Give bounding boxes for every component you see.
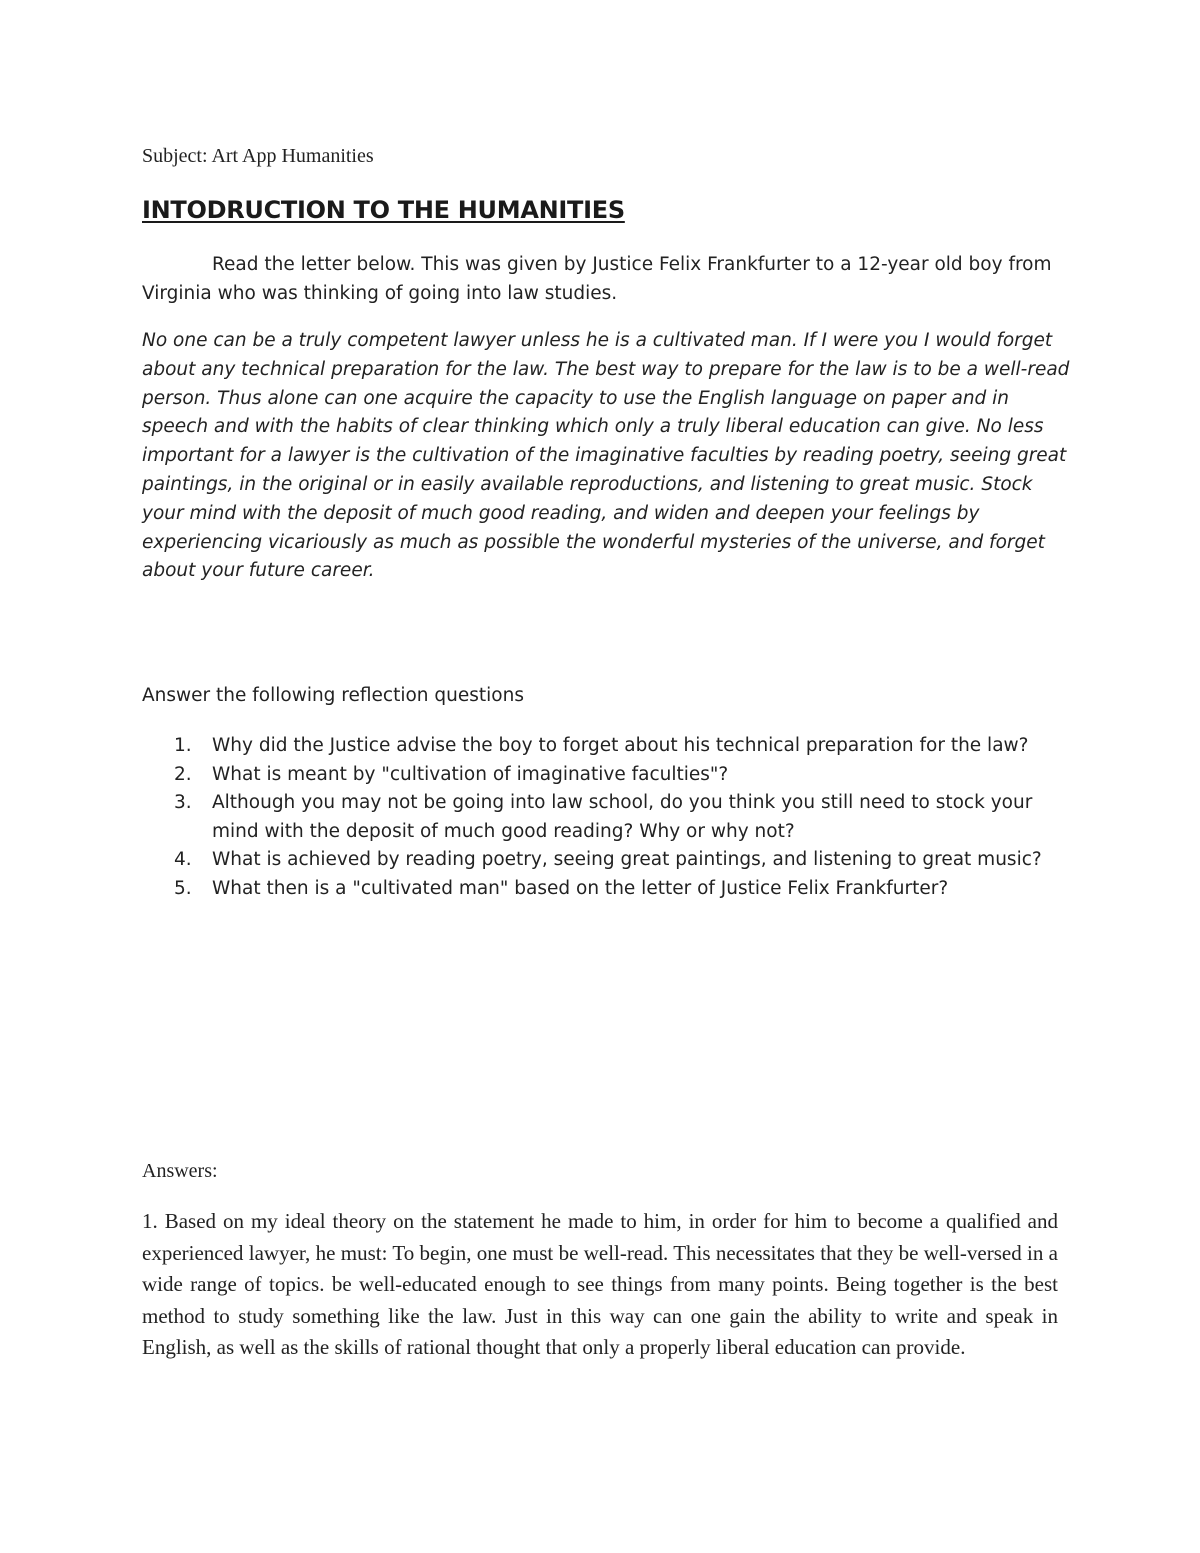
question-item [142,789,1072,846]
question-number: 5. [174,877,192,899]
intro-paragraph: Read the letter below. This was given by Justice Felix Frankfurter to a 12-year old boy from Virginia who was thinking of going into law studies. [142,254,1052,304]
question-number: 1. [174,735,192,756]
question-item [142,732,1072,761]
questions-heading: Answer the following reflection questions [142,685,524,706]
question-number: 4. [174,849,192,870]
answer-paragraph: 1. Based on my ideal theory on the statement he made to him, in order for him to become a qualified and experienced lawyer, he must: To begin, one must be well-read. This necessitates that they be well-versed in a wide range of topics. be well-educated enough to see things from many points. Being together is the best method to study something like the law. Just in this way can one gain the ability to write and speak in English, as well as the skills of rational thought that only a properly liberal education can provide. [142,1209,1058,1359]
document-title: INTODRUCTION TO THE HUMANITIES [142,196,625,224]
question-item [142,761,1072,790]
letter-quote: No one can be a truly competent lawyer unless he is a cultivated man. If I were you I would forget about any technical preparation for the law. The best way to prepare for the law is to be a well-read person. Thus alone can one acquire the capacity to use the English language on paper and in speech and with the habits of clear thinking which only a truly liberal education can give. No less important for a lawyer is the cultivation of the imaginative faculties by reading poetry, seeing great paintings, in the original or in easily available reproductions, and listening to great music. Stock your mind with the deposit of much good reading, and widen and deepen your feelings by experiencing vicariously as much as possible the wonderful mysteries of the universe, and forget about your future career. [142,330,1070,582]
question-number: 3. [174,792,192,813]
question-text: What then is a "cultivated man" based on the letter of Justice Felix Frankfurter? [212,877,949,899]
question-text: Although you may not be going into law school, do you think you still need to stock your mind with the deposit of much good reading? Why or why not? [212,792,1033,842]
question-text: What is achieved by reading poetry, seeing great paintings, and listening to great music? [212,849,1042,870]
question-item [142,846,1072,875]
subject-line: Subject: Art App Humanities [142,145,374,167]
question-item [142,875,1072,904]
reflection-questions-list [142,732,1072,903]
question-number: 2. [174,763,192,785]
answers-heading: Answers: [142,1160,218,1182]
question-text: What is meant by "cultivation of imaginative faculties"? [212,763,729,785]
question-text: Why did the Justice advise the boy to forget about his technical preparation for the law? [212,735,1029,756]
